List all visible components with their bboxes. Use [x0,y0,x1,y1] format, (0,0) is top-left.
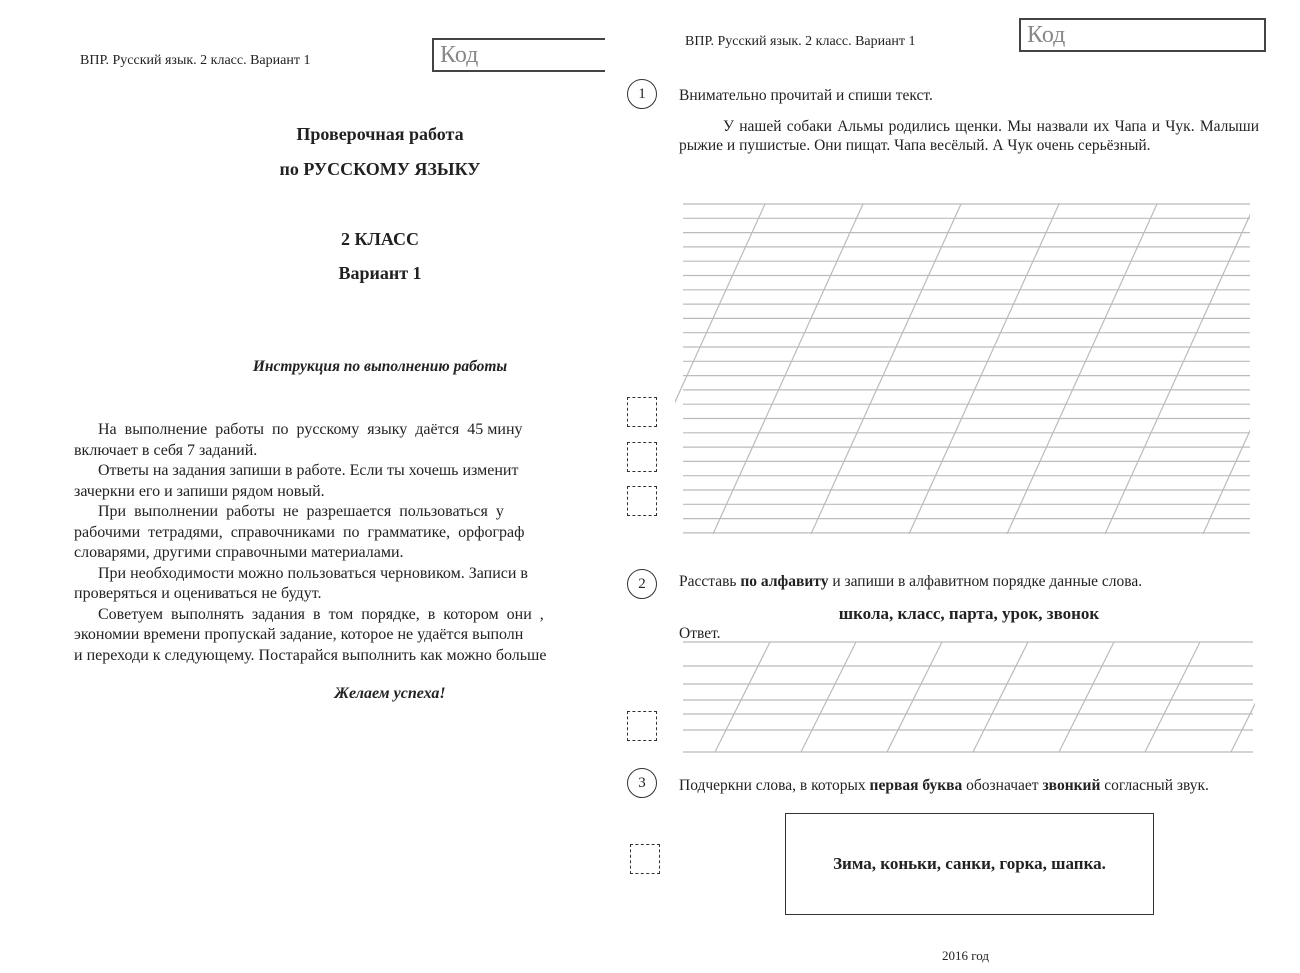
text: Расставь [679,573,741,590]
text: и запиши в алфавитном порядке данные слова. [828,573,1143,590]
task-number-3: 3 [627,768,657,798]
slant-line [811,204,961,534]
task3-word-box [785,813,1154,915]
task2-writing-lines[interactable] [675,638,1255,758]
line: Советуем выполнять задания в том порядке, в котором они , [74,605,544,623]
slant-line [675,204,765,534]
line: При выполнении работы не разрешается пользоваться у [74,503,504,520]
task3-words[interactable]: Зима, коньки, санки, горка, шапка. [833,854,1106,873]
line: зачеркни его и запиши рядом новый. [74,482,325,500]
slant-line [1059,642,1114,752]
task1-text: У нашей собаки Альмы родились щенки. Мы назвали их Чапа и Чук. Малыши рыжие и пушистые. Они пищат. Чапа весёлый. А Чук очень серьёзный. [679,118,1259,154]
left-page [0,0,605,973]
line: и переходи к следующему. Постарайся выполнить как можно больше [74,646,547,664]
right-page [605,0,1300,973]
text-bold: первая буква [869,777,963,794]
text: согласный звук. [1100,777,1209,794]
slant-line [1203,204,1250,534]
score-box[interactable] [630,844,660,874]
line: словарями, другими справочными материалами. [74,544,404,561]
task2-words: школа, класс, парта, урок, звонок [838,604,1100,623]
slant-line [1145,642,1200,752]
text: обозначает [962,777,1043,794]
footer-year: 2016 год [942,948,989,963]
line: рабочими тетрадями, справочниками по грамматике, орфограф [74,523,525,541]
instructions-text [74,420,605,666]
score-box[interactable] [627,711,657,741]
line: экономии времени пропускай задание, которое не удаётся выполн [74,626,524,643]
task-number-1: 1 [627,79,657,109]
score-box[interactable] [627,442,657,472]
answer-label: Ответ. [679,625,721,642]
variant: Вариант 1 [338,263,422,283]
grade: 2 КЛАСС [340,229,420,249]
task1-prompt: Внимательно прочитай и спиши текст. [679,87,933,104]
page-header: ВПР. Русский язык. 2 класс. Вариант 1 [80,53,311,68]
instructions-heading: Инструкция по выполнению работы [252,358,508,375]
page-header: ВПР. Русский язык. 2 класс. Вариант 1 [685,34,916,49]
task1-writing-lines[interactable] [675,200,1250,540]
line: При необходимости можно пользоваться черновиком. Записи в [74,564,528,582]
slant-line [909,204,1059,534]
task-number-2: 2 [627,569,657,599]
kod-field: Код [432,38,605,72]
score-box[interactable] [627,486,657,516]
text-bold: звонкий [1042,777,1101,794]
line: включает в себя 7 заданий. [74,441,258,459]
text: Подчеркни слова, в которых [679,777,870,794]
slant-line [801,642,856,752]
title-line-2: по РУССКОМУ ЯЗЫКУ [279,159,481,179]
slant-line [887,642,942,752]
slant-line [715,642,770,752]
title-line-1: Проверочная работа [296,124,464,144]
score-box[interactable] [627,397,657,427]
task3-prompt [679,776,1259,795]
text-bold: по алфавиту [740,573,829,590]
line: Ответы на задания запиши в работе. Если ты хочешь изменит [74,462,519,479]
task2-prompt [679,573,1142,591]
line: На выполнение работы по русскому языку даётся 45 мину [74,421,523,438]
slant-line [973,642,1028,752]
line: проверяться и оцениваться не будут. [74,585,322,602]
kod-field: Код [1019,18,1266,52]
closing-wish: Желаем успеха! [334,685,446,702]
slant-line [713,204,863,534]
slant-line [1105,204,1250,534]
slant-line [1231,642,1255,752]
slant-line [1007,204,1157,534]
